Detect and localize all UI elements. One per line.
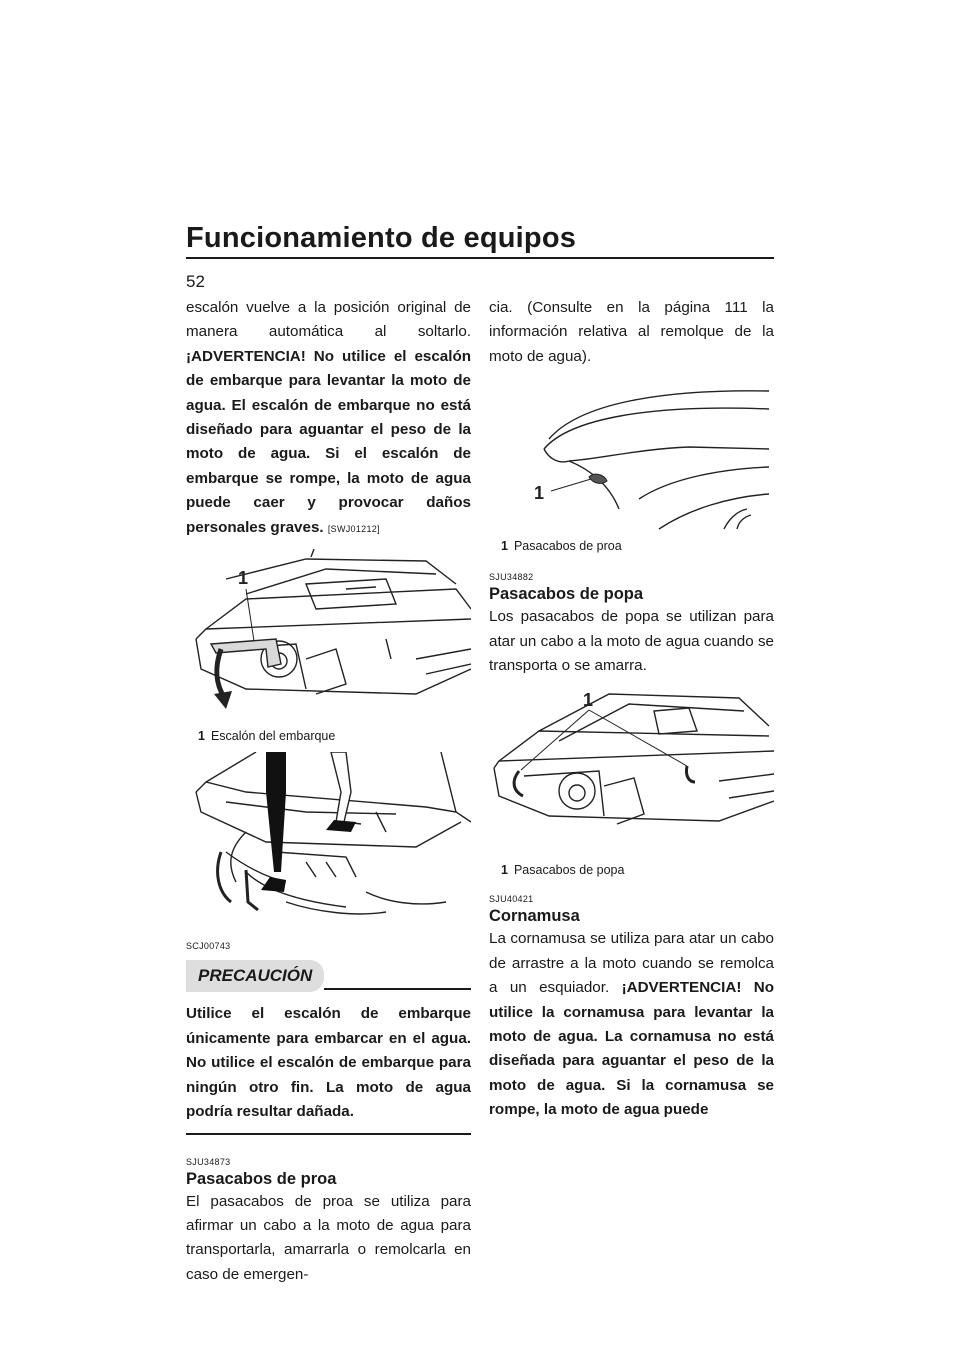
figure-caption: 1 Pasacabos de proa (501, 539, 622, 554)
stern-eyes-illustration (489, 686, 774, 858)
continued-text: cia. (Consulte en la página 111 la información relativa al remolque de la moto de agua). (489, 299, 774, 365)
section-title-stern-eyes: Pasacabos de popa (489, 585, 644, 604)
intro-text: escalón vuelve a la posición original de manera automática al soltarlo. (186, 299, 471, 341)
right-column (489, 296, 774, 1123)
boarding-step-illustration (186, 549, 471, 724)
section-text-stern-eyes: Los pasacabos de popa se utilizan para atar un cabo a la moto de agua cuando se transporta o se amarra. (489, 608, 774, 675)
page-number: 52 (186, 272, 205, 291)
figure-callout: 1 (238, 568, 249, 589)
section-title-cleat: Cornamusa (489, 907, 580, 926)
section-title-bow-eye: Pasacabos de proa (186, 1169, 337, 1188)
caution-top-rule (324, 988, 471, 990)
section-text-cleat: La cornamusa se utiliza para atar un cabo de arrastre a la moto cuando se remolca a un esquiador. ¡ADVERTENCIA! No utilice la cornamusa para levantar la moto de agua. La cornamusa no está diseñada para aguantar el peso de la moto de agua. Si la cornamusa se rompe, la moto de agua puede (489, 930, 774, 1119)
section-text-bow-eye: El pasacabos de proa se utiliza para afirmar un cabo a la moto de agua para transportarla, amarrarla o remolcarla en caso de emergen- (186, 1192, 471, 1283)
cleat-warning: ¡ADVERTENCIA! No utilice la cornamusa para levantar la moto de agua. La cornamusa no está diseñada para aguantar el peso de la moto de agua. Si la cornamusa se rompe, la moto de agua puede (489, 979, 774, 1119)
caution-code: SCJ00743 (186, 941, 231, 952)
page-title: Funcionamiento de equipos (186, 222, 577, 254)
intro-warning: ¡ADVERTENCIA! No utilice el escalón de embarque para levantar la moto de agua. El escalón de embarque no está diseñado para aguantar el peso de la moto de agua. Si el escalón de embarque se rompe, la moto de agua puede caer y provocar daños personales graves. (186, 347, 471, 536)
section-code: SJU34882 (489, 572, 534, 583)
caution-bottom-rule (186, 1133, 471, 1135)
intro-warning-code: [SWJ01212] (327, 523, 380, 534)
intro-paragraph (186, 296, 471, 541)
left-column (186, 296, 471, 1287)
section-code: SJU40421 (489, 894, 534, 905)
figure-callout: 1 (534, 483, 545, 504)
person-boarding-illustration (186, 752, 471, 927)
figure-bow-eye (489, 379, 774, 554)
figure-callout: 1 (583, 690, 594, 711)
figure-boarding-person (186, 752, 471, 927)
section-code: SJU34873 (186, 1156, 231, 1167)
figure-stern-eyes (489, 686, 774, 878)
caution-text: Utilice el escalón de embarque únicamente para embarcar en el agua. No utilice el escalón de embarque para ningún otro fin. La moto de agua podría resultar dañada. (186, 1005, 471, 1121)
caution-box (186, 958, 471, 1134)
title-rule (186, 257, 774, 259)
figure-caption: 1 Pasacabos de popa (501, 863, 625, 878)
caution-label: PRECAUCIÓN (186, 960, 324, 992)
figure-boarding-step (186, 549, 471, 744)
bow-eye-illustration (489, 379, 774, 534)
figure-caption: 1 Escalón del embarque (198, 729, 336, 744)
